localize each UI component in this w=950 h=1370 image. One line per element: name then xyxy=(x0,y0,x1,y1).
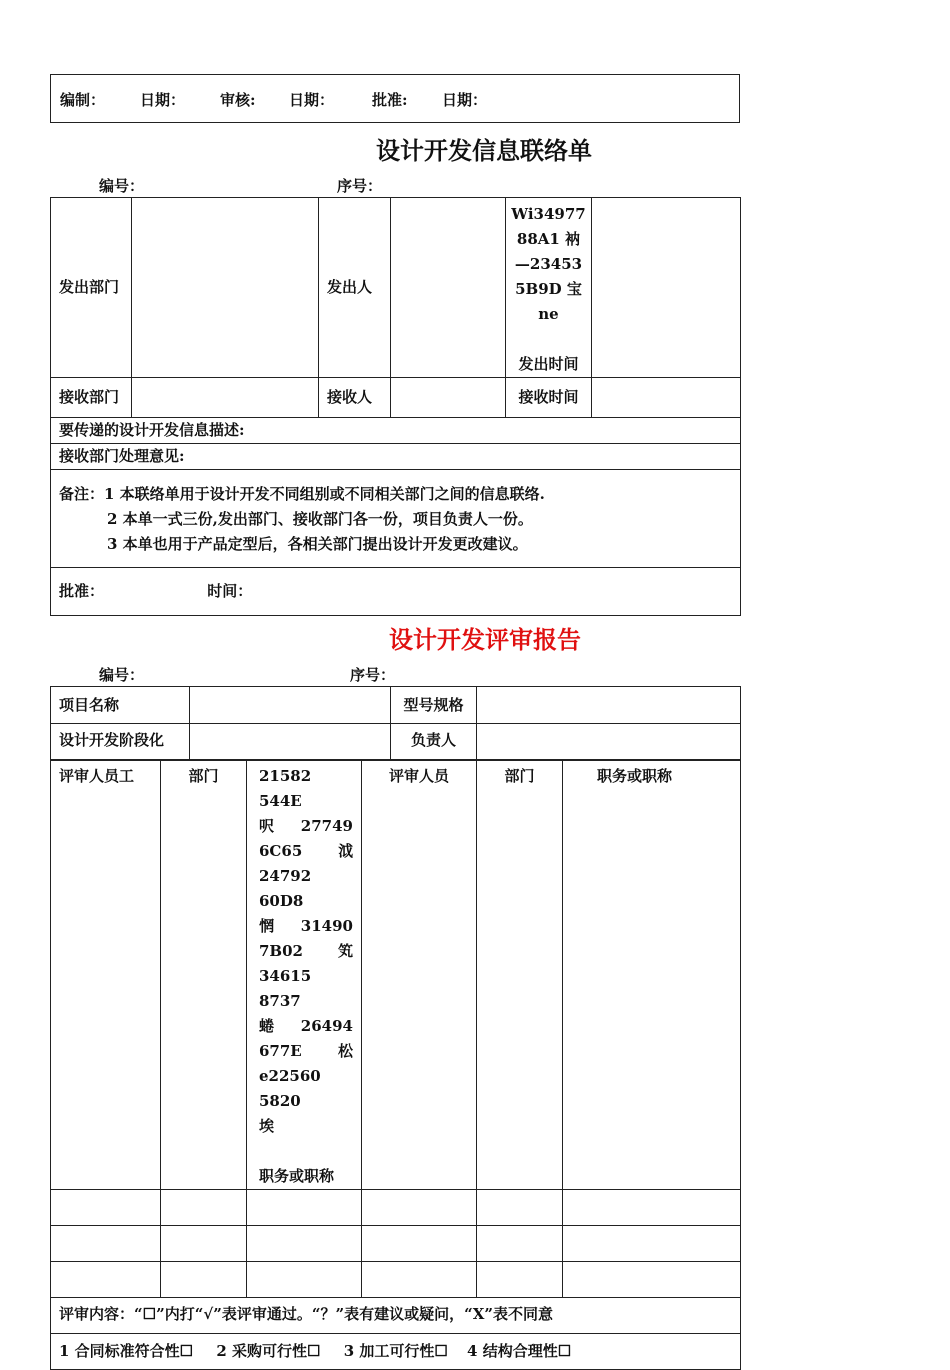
reviewer-cell[interactable] xyxy=(362,1262,477,1298)
dept-header-2: 部门 xyxy=(477,760,563,1190)
garbled-line: 6C65 泧 xyxy=(259,842,353,860)
form1-number-label: 编号： xyxy=(99,177,145,195)
opinion-label: 接收部门处理意见: xyxy=(51,444,741,470)
send-time-label: 发出时间 xyxy=(518,355,579,373)
position-cell[interactable] xyxy=(247,1190,362,1226)
garbled-line: 34615 8737 xyxy=(259,967,312,1010)
recv-dept-label: 接收部门 xyxy=(51,378,132,418)
position-cell[interactable] xyxy=(563,1226,741,1262)
note-line: 2 本单一式三份,发出部门、接收部门各一份，项目负责人一份。 xyxy=(107,510,533,528)
send-dept-label: 发出部门 xyxy=(51,198,132,378)
garbled-line: 惘 31490 xyxy=(259,917,353,935)
date-label-3: 日期： xyxy=(442,91,488,109)
sender-value[interactable] xyxy=(391,198,506,378)
reviewer-cell[interactable] xyxy=(362,1190,477,1226)
send-time-line: 88A1 衲 xyxy=(516,230,581,248)
position-header-2: 职务或职称 xyxy=(563,760,741,1190)
approve-row xyxy=(51,568,741,616)
form2-reviewer-table xyxy=(50,759,741,1370)
notes-cell xyxy=(51,470,741,568)
owner-value[interactable] xyxy=(477,724,741,761)
form1-table xyxy=(50,197,741,616)
send-time-value[interactable] xyxy=(592,198,741,378)
signoff-bar xyxy=(50,74,740,123)
dept-cell[interactable] xyxy=(477,1226,563,1262)
form2-title: 设计开发评审报告 xyxy=(389,626,581,654)
project-name-label: 项目名称 xyxy=(51,687,190,724)
check-processing-feasibility[interactable]: 3 加工可行性☐ xyxy=(343,1342,448,1360)
send-time-label-cell xyxy=(506,198,592,378)
receiver-label: 接收人 xyxy=(319,378,391,418)
position-cell[interactable] xyxy=(247,1226,362,1262)
model-spec-label: 型号规格 xyxy=(391,687,477,724)
check-contract-compliance[interactable]: 1 合同标准符合性☐ xyxy=(59,1342,194,1360)
recv-time-value[interactable] xyxy=(592,378,741,418)
garbled-cell xyxy=(247,760,362,1190)
send-time-line: ne xyxy=(538,305,559,323)
dept-cell[interactable] xyxy=(161,1262,247,1298)
send-dept-value[interactable] xyxy=(132,198,319,378)
owner-label: 负责人 xyxy=(391,724,477,761)
recv-dept-value[interactable] xyxy=(132,378,319,418)
dept-cell[interactable] xyxy=(161,1190,247,1226)
garbled-line: 21582 544E xyxy=(259,767,312,810)
approved-label: 批准: xyxy=(372,91,408,109)
reviewer-header-2: 评审人员 xyxy=(362,760,477,1190)
form2-serial-label: 序号： xyxy=(350,666,396,684)
desc-label: 要传递的设计开发信息描述: xyxy=(51,418,741,444)
form2-header-table xyxy=(50,686,741,761)
garbled-line: 24792 60D8 xyxy=(259,867,312,910)
stage-value[interactable] xyxy=(190,724,391,761)
check-structure-reasonability[interactable]: 4 结构合理性☐ xyxy=(467,1342,572,1360)
send-time-line: Wi34977 xyxy=(511,205,586,223)
send-time-line: 5B9D 宝 xyxy=(515,280,582,298)
note-line: 备注：1 本联络单用于设计开发不同组别或不同相关部门之间的信息联络. xyxy=(59,485,545,503)
date-label-1: 日期： xyxy=(140,91,186,109)
position-cell[interactable] xyxy=(247,1262,362,1298)
reviewer-header-1: 评审人员工 xyxy=(51,760,161,1190)
sender-label: 发出人 xyxy=(319,198,391,378)
date-label-2: 日期： xyxy=(289,91,335,109)
position-header-1: 职务或职称 xyxy=(259,1167,335,1185)
model-spec-value[interactable] xyxy=(477,687,741,724)
garbled-line: 蜷 26494 xyxy=(259,1017,353,1035)
garbled-line: 埃 xyxy=(259,1117,275,1135)
dept-cell[interactable] xyxy=(161,1226,247,1262)
reviewer-cell[interactable] xyxy=(362,1226,477,1262)
time-label: 时间： xyxy=(207,582,253,600)
reviewer-cell[interactable] xyxy=(51,1190,161,1226)
dept-cell[interactable] xyxy=(477,1190,563,1226)
project-name-value[interactable] xyxy=(190,687,391,724)
garbled-line: e22560 5820 xyxy=(259,1067,321,1110)
form1-serial-label: 序号： xyxy=(337,177,383,195)
stage-label: 设计开发阶段化 xyxy=(51,724,190,761)
dept-cell[interactable] xyxy=(477,1262,563,1298)
send-time-line: —23453 xyxy=(514,255,583,273)
review-content-label: 评审内容：“☐”内打“√”表评审通过。“？”表有建议或疑问，“X”表不同意 xyxy=(51,1298,741,1334)
note-line: 3 本单也用于产品定型后，各相关部门提出设计开发更改建议。 xyxy=(107,535,528,553)
receiver-value[interactable] xyxy=(391,378,506,418)
reviewed-label: 审核: xyxy=(220,91,256,109)
garbled-line: 677E 松 xyxy=(259,1042,353,1060)
garbled-line: 7B02 笂 xyxy=(259,942,353,960)
check-procurement-feasibility[interactable]: 2 采购可行性☐ xyxy=(216,1342,321,1360)
check-row xyxy=(51,1334,741,1370)
compiled-label: 编制： xyxy=(60,91,106,109)
dept-header-1: 部门 xyxy=(161,760,247,1190)
position-cell[interactable] xyxy=(563,1190,741,1226)
reviewer-cell[interactable] xyxy=(51,1226,161,1262)
recv-time-label: 接收时间 xyxy=(506,378,592,418)
form1-title: 设计开发信息联络单 xyxy=(376,137,592,165)
position-cell[interactable] xyxy=(563,1262,741,1298)
reviewer-cell[interactable] xyxy=(51,1262,161,1298)
garbled-line: 呎 27749 xyxy=(259,817,353,835)
form2-number-label: 编号： xyxy=(99,666,145,684)
approve-label: 批准： xyxy=(59,582,105,600)
